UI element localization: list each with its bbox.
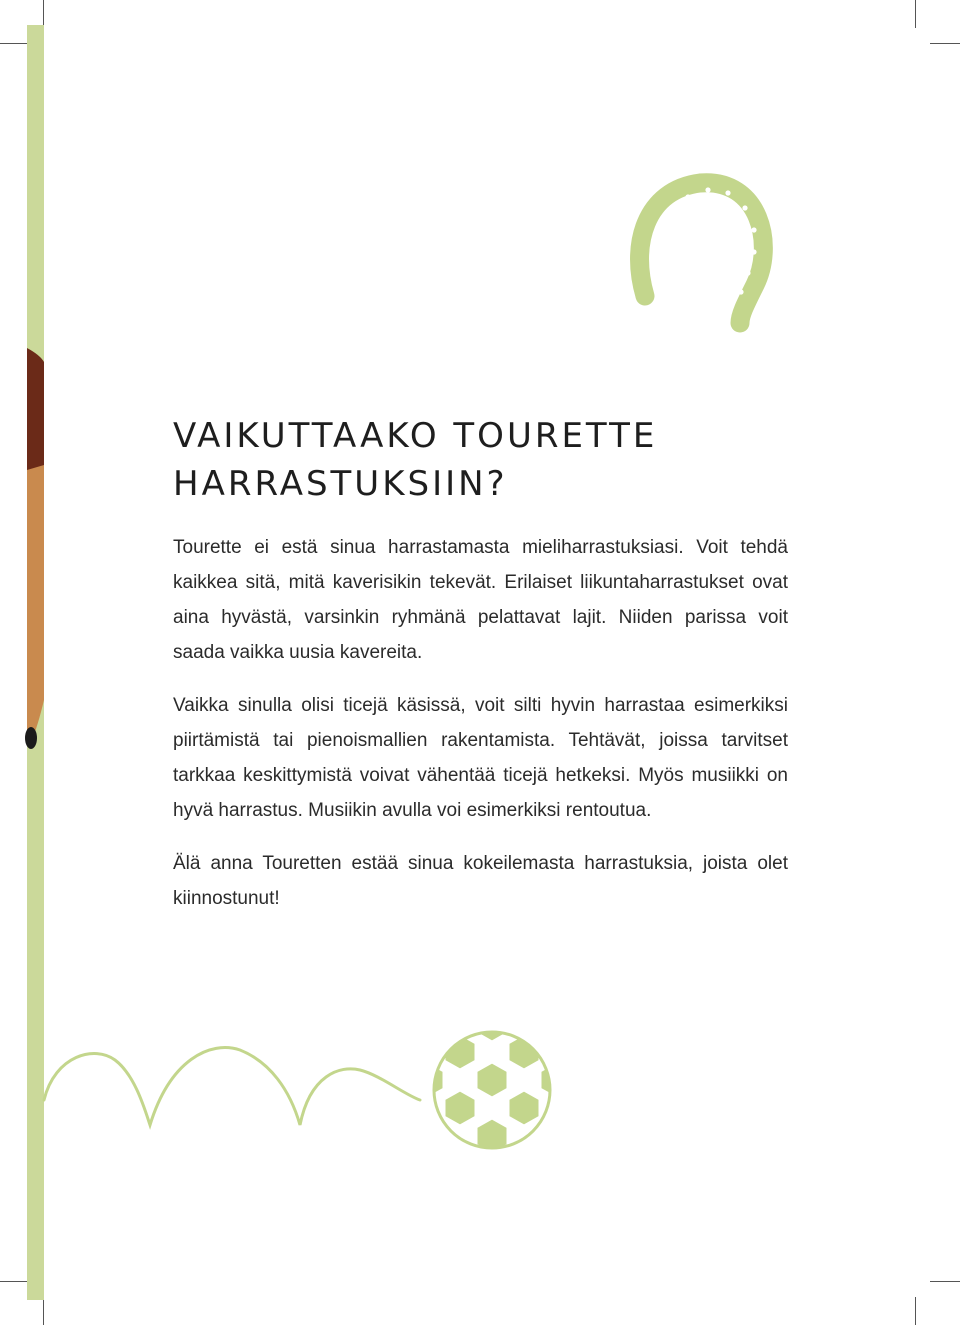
- horseshoe-icon: [640, 183, 764, 323]
- jump-trail-line: [44, 1048, 420, 1125]
- paragraph-2: Vaikka sinulla olisi ticejä käsissä, voit silti hyvin harrastaa esimerkiksi piirtämistä tai pienoismallien rakentamista. Tehtävät, joissa tarvitset tarkkaa keskittymistä voivat vähentää ticejä hetkeksi. Myös musiikki on hyvä harrastus. Musiikin avulla voi esimerkiksi rentoutua.: [173, 695, 788, 821]
- paragraph-1: Tourette ei estä sinua harrastamasta mieliharrastuksiasi. Voit tehdä kaikkea sitä, mitä kaverisikin tekevät. Erilaiset liikuntaharrastukset ovat aina hyvästä, varsinkin ryhmänä pelattavat lajit. Niiden parissa voit saada vaikka uusia kavereita.: [173, 537, 788, 663]
- title-line-1: VAIKUTTAAKO TOURETTE: [173, 416, 658, 456]
- title-line-2: HARRASTUKSIIN?: [173, 464, 508, 504]
- brown-figure-edge: [25, 348, 44, 749]
- soccer-ball-icon: [412, 1006, 572, 1154]
- paragraph-3: Älä anna Touretten estää sinua kokeilemasta harrastuksia, joista olet kiinnostunut!: [173, 853, 788, 909]
- page-title: [173, 412, 793, 508]
- body-text: [173, 530, 788, 934]
